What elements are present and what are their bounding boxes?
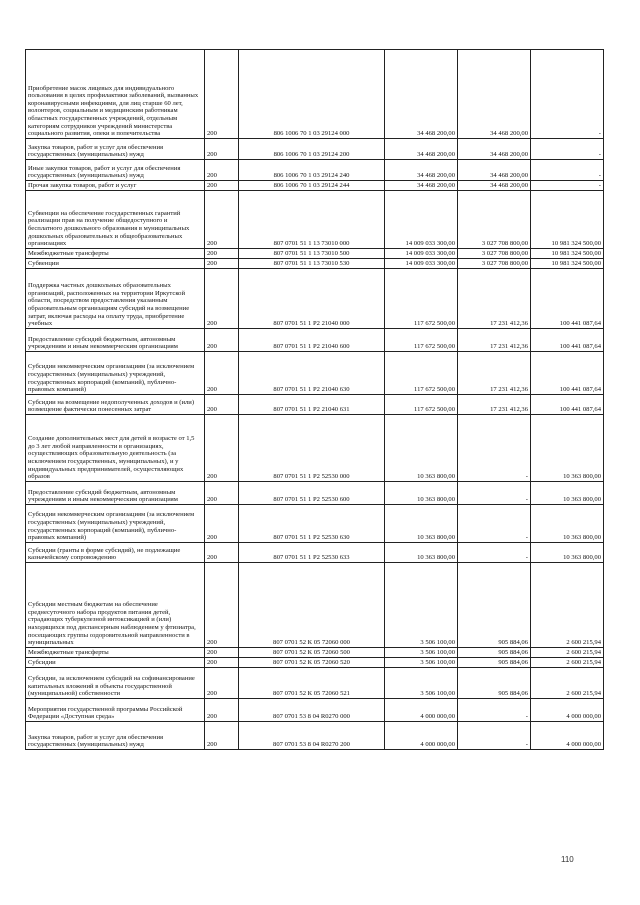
- row-unexecuted-amount-cell: 100 441 087,64: [531, 395, 604, 415]
- row-unexecuted-amount-cell: 2 600 215,94: [531, 668, 604, 699]
- row-unexecuted-amount-cell: 10 981 324 500,00: [531, 191, 604, 249]
- row-code-cell: 200: [205, 415, 239, 482]
- table-row: [26, 329, 604, 352]
- row-executed-amount-cell: 34 468 200,00: [458, 139, 531, 160]
- row-executed-amount-cell: 905 884,06: [458, 648, 531, 658]
- row-unexecuted-amount-cell: 10 981 324 500,00: [531, 259, 604, 269]
- row-code-cell: 200: [205, 722, 239, 750]
- row-unexecuted-amount-cell: 100 441 087,64: [531, 269, 604, 329]
- row-executed-amount-cell: 905 884,06: [458, 563, 531, 648]
- row-classification-code-cell: 806 1006 70 1 03 29124 200: [239, 139, 385, 160]
- row-name-cell: Предоставление субсидий бюджетным, автономным учреждениям и иным некоммерческим организациям: [26, 482, 205, 505]
- table-row: [26, 259, 604, 269]
- row-code-cell: 200: [205, 269, 239, 329]
- row-unexecuted-amount-cell: 10 981 324 500,00: [531, 249, 604, 259]
- table-row: [26, 668, 604, 699]
- row-approved-amount-cell: 117 672 500,00: [385, 395, 458, 415]
- row-name-cell: Субсидии: [26, 658, 205, 668]
- row-name-cell: Межбюджетные трансферты: [26, 648, 205, 658]
- row-code-cell: 200: [205, 699, 239, 722]
- row-approved-amount-cell: 10 363 800,00: [385, 415, 458, 482]
- row-code-cell: 200: [205, 139, 239, 160]
- row-classification-code-cell: 807 0701 51 1 13 73010 500: [239, 249, 385, 259]
- row-name-cell: Субвенции: [26, 259, 205, 269]
- row-executed-amount-cell: 34 468 200,00: [458, 50, 531, 139]
- row-classification-code-cell: 806 1006 70 1 03 29124 244: [239, 181, 385, 191]
- row-code-cell: 200: [205, 648, 239, 658]
- row-unexecuted-amount-cell: 4 000 000,00: [531, 722, 604, 750]
- table-row: [26, 352, 604, 395]
- row-name-cell: Межбюджетные трансферты: [26, 249, 205, 259]
- row-unexecuted-amount-cell: 100 441 087,64: [531, 329, 604, 352]
- row-name-cell: Поддержка частных дошкольных образовательных организаций, расположенных на территории Иркутской области, посредством предоставления указанным образовательным организациям субсидий на возмещение затрат, включая расходы на оплату труда, приобретение учебных: [26, 269, 205, 329]
- row-executed-amount-cell: 3 027 708 800,00: [458, 249, 531, 259]
- row-approved-amount-cell: 3 506 100,00: [385, 658, 458, 668]
- table-row: [26, 249, 604, 259]
- row-classification-code-cell: 807 0701 53 8 04 R0270 200: [239, 722, 385, 750]
- row-classification-code-cell: 806 1006 70 1 03 29124 000: [239, 50, 385, 139]
- row-classification-code-cell: 807 0701 51 1 P2 21040 631: [239, 395, 385, 415]
- row-executed-amount-cell: -: [458, 415, 531, 482]
- row-classification-code-cell: 807 0701 51 1 P2 21040 630: [239, 352, 385, 395]
- row-executed-amount-cell: 17 231 412,36: [458, 395, 531, 415]
- row-name-cell: Субсидии, за исключением субсидий на софинансирование капитальных вложений в объекты государственной (муниципальной) собственности: [26, 668, 205, 699]
- row-approved-amount-cell: 34 468 200,00: [385, 181, 458, 191]
- row-code-cell: 200: [205, 395, 239, 415]
- row-unexecuted-amount-cell: 100 441 087,64: [531, 352, 604, 395]
- row-approved-amount-cell: 117 672 500,00: [385, 329, 458, 352]
- row-executed-amount-cell: 905 884,06: [458, 668, 531, 699]
- table-row: [26, 181, 604, 191]
- table-row: [26, 50, 604, 139]
- row-name-cell: Субсидии (гранты в форме субсидий), не подлежащие казначейскому сопровождению: [26, 543, 205, 563]
- row-name-cell: Закупка товаров, работ и услуг для обеспечения государственных (муниципальных) нужд: [26, 139, 205, 160]
- row-executed-amount-cell: 17 231 412,36: [458, 352, 531, 395]
- row-code-cell: 200: [205, 505, 239, 543]
- table-row: [26, 563, 604, 648]
- row-unexecuted-amount-cell: 2 600 215,94: [531, 648, 604, 658]
- row-executed-amount-cell: 3 027 708 800,00: [458, 259, 531, 269]
- row-classification-code-cell: 807 0701 51 1 P2 52530 633: [239, 543, 385, 563]
- row-code-cell: 200: [205, 191, 239, 249]
- row-executed-amount-cell: 17 231 412,36: [458, 329, 531, 352]
- row-name-cell: Прочая закупка товаров, работ и услуг: [26, 181, 205, 191]
- row-approved-amount-cell: 34 468 200,00: [385, 139, 458, 160]
- row-classification-code-cell: 807 0701 51 1 P2 21040 000: [239, 269, 385, 329]
- row-approved-amount-cell: 3 506 100,00: [385, 563, 458, 648]
- row-unexecuted-amount-cell: 4 000 000,00: [531, 699, 604, 722]
- row-classification-code-cell: 806 1006 70 1 03 29124 240: [239, 160, 385, 181]
- row-code-cell: 200: [205, 259, 239, 269]
- row-approved-amount-cell: 10 363 800,00: [385, 543, 458, 563]
- page-number: 110: [561, 855, 574, 864]
- row-code-cell: 200: [205, 329, 239, 352]
- row-code-cell: 200: [205, 50, 239, 139]
- row-code-cell: 200: [205, 249, 239, 259]
- row-name-cell: Субвенции на обеспечение государственных гарантий реализации прав на получение общедоступного и бесплатного дошкольного образования в муниципальных дошкольных образовательных и общеобразовательных организациях: [26, 191, 205, 249]
- row-approved-amount-cell: 14 009 033 300,00: [385, 259, 458, 269]
- row-classification-code-cell: 807 0701 51 1 13 73010 000: [239, 191, 385, 249]
- row-approved-amount-cell: 14 009 033 300,00: [385, 191, 458, 249]
- row-name-cell: Иные закупки товаров, работ и услуг для обеспечения государственных (муниципальных) нужд: [26, 160, 205, 181]
- table-row: [26, 543, 604, 563]
- row-executed-amount-cell: -: [458, 505, 531, 543]
- table-row: [26, 482, 604, 505]
- table-body: [26, 50, 604, 750]
- row-classification-code-cell: 807 0701 52 К 05 72060 500: [239, 648, 385, 658]
- row-classification-code-cell: 807 0701 51 1 P2 21040 600: [239, 329, 385, 352]
- row-name-cell: Субсидии местным бюджетам на обеспечение среднесуточного набора продуктов питания детей, страдающих туберкулезной интоксикацией и (или) находящихся под диспансерным наблюдением у фтизиатра, посещающих группы оздоровительной направленности в муниципальных: [26, 563, 205, 648]
- row-approved-amount-cell: 3 506 100,00: [385, 648, 458, 658]
- row-classification-code-cell: 807 0701 52 К 05 72060 000: [239, 563, 385, 648]
- row-approved-amount-cell: 3 506 100,00: [385, 668, 458, 699]
- row-unexecuted-amount-cell: 10 363 800,00: [531, 543, 604, 563]
- table-row: [26, 395, 604, 415]
- row-code-cell: 200: [205, 352, 239, 395]
- row-executed-amount-cell: -: [458, 699, 531, 722]
- table-row: [26, 648, 604, 658]
- row-name-cell: Мероприятия государственной программы Российской Федерации «Доступная среда»: [26, 699, 205, 722]
- row-executed-amount-cell: -: [458, 482, 531, 505]
- table-row: [26, 139, 604, 160]
- table-row: [26, 160, 604, 181]
- row-code-cell: 200: [205, 160, 239, 181]
- row-unexecuted-amount-cell: 2 600 215,94: [531, 658, 604, 668]
- row-unexecuted-amount-cell: 10 363 800,00: [531, 505, 604, 543]
- row-name-cell: Субсидии некоммерческим организациям (за исключением государственных (муниципальных) учреждений, государственных корпораций (компаний), публично-правовых компаний): [26, 505, 205, 543]
- row-unexecuted-amount-cell: -: [531, 160, 604, 181]
- row-classification-code-cell: 807 0701 52 К 05 72060 520: [239, 658, 385, 668]
- row-name-cell: Субсидии на возмещение недополученных доходов и (или) возмещение фактически понесенных затрат: [26, 395, 205, 415]
- row-executed-amount-cell: 34 468 200,00: [458, 181, 531, 191]
- row-name-cell: Предоставление субсидий бюджетным, автономным учреждениям и иным некоммерческим организациям: [26, 329, 205, 352]
- table-row: [26, 658, 604, 668]
- row-code-cell: 200: [205, 543, 239, 563]
- row-unexecuted-amount-cell: 10 363 800,00: [531, 415, 604, 482]
- row-code-cell: 200: [205, 668, 239, 699]
- row-code-cell: 200: [205, 563, 239, 648]
- row-approved-amount-cell: 14 009 033 300,00: [385, 249, 458, 259]
- row-name-cell: Создание дополнительных мест для детей в возрасте от 1,5 до 3 лет любой направленности в организациях, осуществляющих образовательную деятельность (за исключением государственных, муниципальных), и у индивидуальных предпринимателей, осуществляющих образов: [26, 415, 205, 482]
- table-row: [26, 699, 604, 722]
- row-executed-amount-cell: -: [458, 722, 531, 750]
- row-executed-amount-cell: 17 231 412,36: [458, 269, 531, 329]
- row-code-cell: 200: [205, 658, 239, 668]
- table-row: [26, 722, 604, 750]
- row-name-cell: Субсидии некоммерческим организациям (за исключением государственных (муниципальных) учреждений, государственных корпораций (компаний), публично-правовых компаний): [26, 352, 205, 395]
- row-classification-code-cell: 807 0701 51 1 P2 52530 600: [239, 482, 385, 505]
- row-code-cell: 200: [205, 181, 239, 191]
- row-unexecuted-amount-cell: -: [531, 50, 604, 139]
- row-approved-amount-cell: 117 672 500,00: [385, 352, 458, 395]
- row-approved-amount-cell: 4 000 000,00: [385, 722, 458, 750]
- budget-execution-table: [25, 49, 604, 750]
- row-unexecuted-amount-cell: -: [531, 139, 604, 160]
- row-name-cell: Приобретение масок лицевых для индивидуального пользования в целях профилактики заболеваний, вызванных коронавирусными инфекциями, для лиц старше 60 лет, волонтеров, социальным и медицинским работникам областных государственных учреждений, отдельным категориям сотрудников учреждений министерства социального развития, опеки и попечительства: [26, 50, 205, 139]
- row-approved-amount-cell: 34 468 200,00: [385, 50, 458, 139]
- row-code-cell: 200: [205, 482, 239, 505]
- row-name-cell: Закупка товаров, работ и услуг для обеспечения государственных (муниципальных) нужд: [26, 722, 205, 750]
- table-row: [26, 505, 604, 543]
- row-classification-code-cell: 807 0701 51 1 P2 52530 000: [239, 415, 385, 482]
- row-executed-amount-cell: 3 027 708 800,00: [458, 191, 531, 249]
- row-classification-code-cell: 807 0701 51 1 13 73010 530: [239, 259, 385, 269]
- row-approved-amount-cell: 10 363 800,00: [385, 482, 458, 505]
- row-executed-amount-cell: 905 884,06: [458, 658, 531, 668]
- table-row: [26, 415, 604, 482]
- row-approved-amount-cell: 4 000 000,00: [385, 699, 458, 722]
- table-row: [26, 191, 604, 249]
- row-classification-code-cell: 807 0701 53 8 04 R0270 000: [239, 699, 385, 722]
- row-executed-amount-cell: 34 468 200,00: [458, 160, 531, 181]
- row-unexecuted-amount-cell: -: [531, 181, 604, 191]
- table-row: [26, 269, 604, 329]
- row-unexecuted-amount-cell: 2 600 215,94: [531, 563, 604, 648]
- row-approved-amount-cell: 34 468 200,00: [385, 160, 458, 181]
- row-classification-code-cell: 807 0701 51 1 P2 52530 630: [239, 505, 385, 543]
- row-executed-amount-cell: -: [458, 543, 531, 563]
- row-classification-code-cell: 807 0701 52 К 05 72060 521: [239, 668, 385, 699]
- row-unexecuted-amount-cell: 10 363 800,00: [531, 482, 604, 505]
- row-approved-amount-cell: 10 363 800,00: [385, 505, 458, 543]
- row-approved-amount-cell: 117 672 500,00: [385, 269, 458, 329]
